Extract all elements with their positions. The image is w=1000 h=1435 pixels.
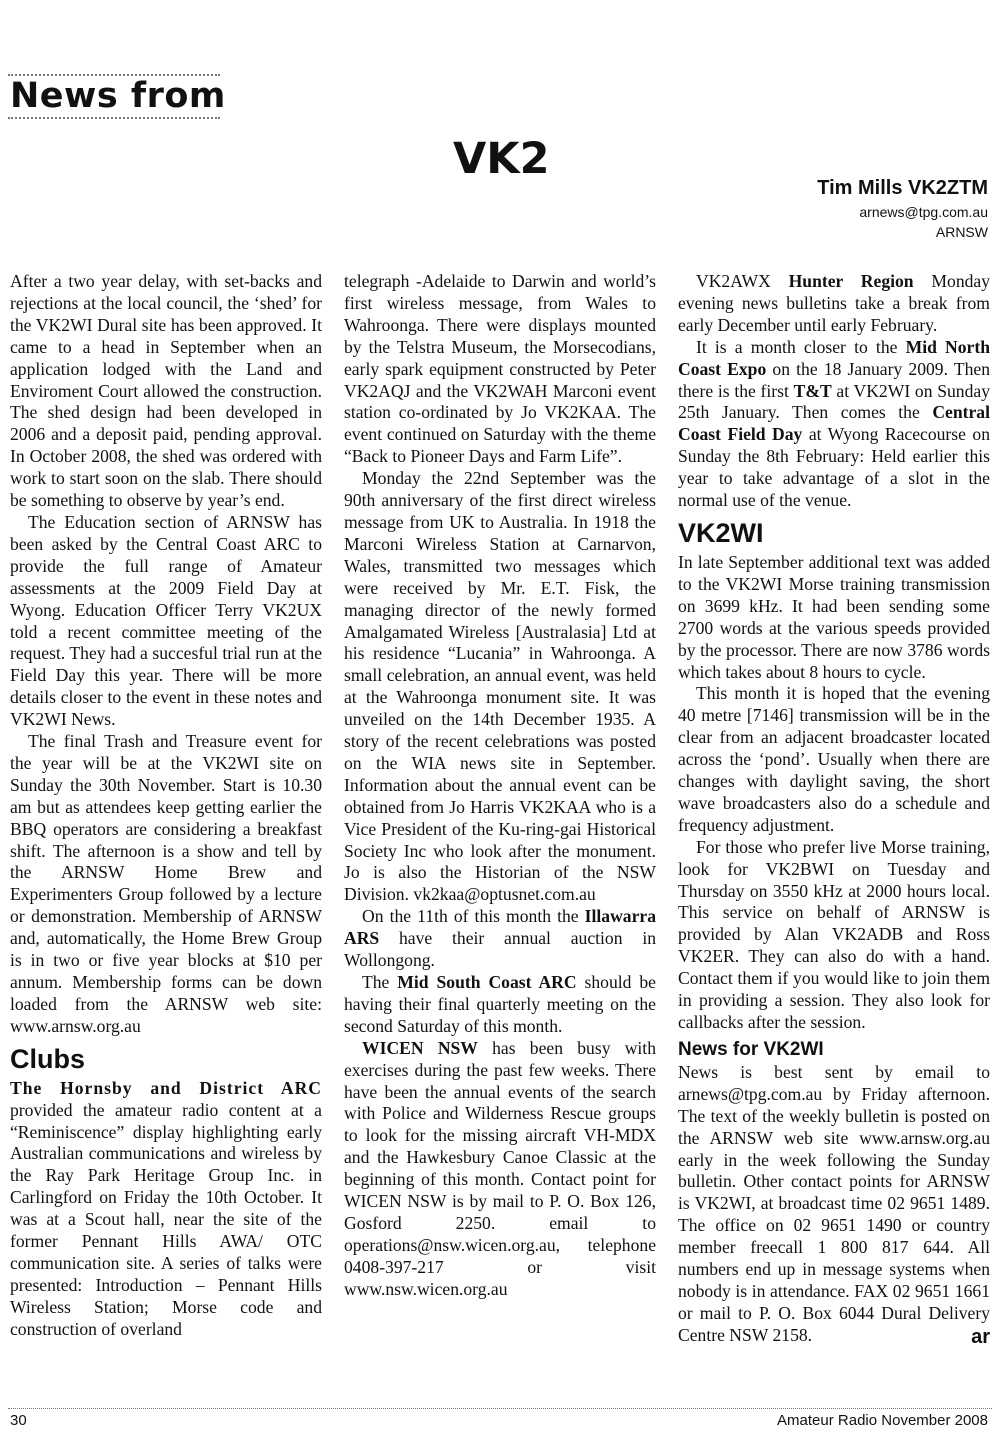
paragraph-text: at VK2WI on Sunday 25th January. Then comes the [678, 380, 990, 423]
paragraph-text: should be having their final quarterly meeting on the second Saturday of this month. [344, 972, 656, 1036]
author-email: arnews@tpg.com.au [859, 204, 988, 220]
masthead-rule-bottom [8, 117, 220, 119]
paragraph: The final Trash and Treasure event for the year will be at the VK2WI site on Sunday the 30th November. Start is 10.30 am but as attendees keep getting earlier the BBQ operators are considering a breakfast shift. The afternoon is a show and tell by the ARNSW Home Brew and Experimenters Group followed by a lecture or demonstration. Membership of ARNSW and, automatically, the Home Brew Group is in two or five year blocks at $10 per annum. Membership forms can be down loaded from the ARNSW web site: www.arnsw.org.au [10, 731, 322, 1036]
paragraph: The Education section of ARNSW has been asked by the Central Coast ARC to provide the full range of Amateur assessments at the 2009 Field Day at Wyong. Education Officer Terry VK2UX told a recent committee meeting of the request. They had a succesful trial run at the Field Day this year. There will be more details closer to the event in these notes and VK2WI News. [10, 511, 322, 730]
paragraph-text: on the 18 January 2009. Then there is the first [678, 358, 990, 401]
news-heading: News for VK2WI [678, 1038, 824, 1060]
paragraph-text: News is best sent by email to arnews@tpg.com.au by Friday afternoon. The text of the weekly bulletin is posted on the ARNSW web site www.arnsw.org.au early in the week following the Sunday bulletin. Other contact points for ARNSW is VK2WI, at broadcast time 02 9651 1489. The office on 02 9651 1490 or country member freecall 1 800 817 644. All numbers end up in message systems when nobody is in attendance. FAX 02 9651 1661 or mail to P. O. Box 6044 Dural Delivery Centre NSW 2158. [678, 1061, 990, 1345]
paragraph: telegraph -Adelaide to Darwin and world’s first wireless message, from Wales to Wahroonga. There were displays mounted by the Telstra Museum, the Morsecodians, early spark equipment constructed by Peter VK2AQJ and the VK2WAH Marconi event station co-ordinated by Jo VK2KAA. The event continued on Saturday with the theme “Back to Pioneer Days and Farm Life”. [344, 271, 656, 467]
paragraph-text: The [362, 972, 398, 992]
column-1 [10, 271, 322, 1341]
byline [817, 174, 988, 242]
paragraph: This month it is hoped that the evening 40 metre [7146] transmission will be in the clear from an adjacent broadcaster located across the ‘pond’. Usually when there are changes with daylight saving, the short wave broadcasters also do a schedule and frequency adjustment. [678, 683, 990, 835]
paragraph [344, 906, 656, 972]
club-name: Hunter Region [788, 271, 914, 291]
paragraph: For those who prefer live Morse training, look for VK2BWI on Tuesday and Thursday on 3550 kHz at 2000 hours local. This service on behalf of ARNSW is provided by Alan VK2ADB and Ross VK2ER. They can also do with a hand. Contact them if you would like to join them in providing a session. They also look for callbacks after the session. [678, 836, 990, 1032]
author-org: ARNSW [935, 224, 988, 240]
event-name: Central Coast Field Day [678, 402, 990, 445]
paragraph [10, 1078, 322, 1341]
club-name: Mid South Coast ARC [397, 972, 577, 992]
paragraph-text: at Wyong Racecourse on Sunday the 8th February: Held earlier this year to take advantage of a slot in the normal use of the venue. [678, 424, 991, 511]
column-3 [678, 271, 990, 1347]
paragraph-text: Monday evening news bulletins take a break from early December until early February. [678, 271, 991, 335]
publication-line: Amateur Radio November 2008 [777, 1412, 988, 1429]
paragraph [678, 337, 990, 512]
vk2wi-heading: VK2WI [678, 517, 764, 548]
paragraph-text: has been busy with exercises during the past few weeks. There have been the annual events of the search with Police and Wilderness Rescue groups to look for the missing aircraft VH-MDX and the Hawkesbury Canoe Classic at the beginning of this month. Contact point for WICEN NSW is by mail to P. O. Box 126, Gosford 2250. email to operations@nsw.wicen.org.au, telephone 0408-397-217 or visit www.nsw.wicen.org.au [344, 1037, 656, 1299]
event-name: Mid North Coast Expo [678, 336, 990, 379]
club-name: Illawarra ARS [344, 906, 656, 949]
paragraph-text: VK2AWX [696, 271, 789, 291]
region-title: VK2 [453, 134, 550, 184]
club-name: The Hornsby and District ARC [10, 1077, 322, 1098]
club-name: WICEN NSW [362, 1037, 478, 1058]
footer-rule [8, 1408, 992, 1409]
paragraph: Monday the 22nd September was the 90th anniversary of the first direct wireless message from UK to Australia. In 1918 the Marconi Wireless Station at Carnarvon, Wales, transmitted two messages which were received by Mr. E.T. Fisk, the managing director of the newly formed Amalgamated Wireless [Australasia] Ltd at his residence “Lucania” in Wahroonga. A small celebration, an annual event, was held at the Wahroonga monument site. It was unveiled on the 14th December 1935. A story of the recent celebrations was posted on the WIA news site in September. Information about the annual event can be obtained from Jo Harris VK2KAA who is a Vice President of the Ku-ring-gai Historical Society Inc who look after the monument. Jo is also the Historian of the NSW Division. vk2kaa@optusnet.com.au [344, 468, 656, 905]
paragraph-text: provided the amateur radio content at a “Reminiscence” display highlighting early Australian communications and wireless by the Ray Park Heritage Group Inc. in Carlingford on Friday the 10th October. It was at a Scout hall, near the site of the former Pennant Hills AWA/ OTC communication site. A series of talks were presented: Introduction – Pennant Hills Wireless Station; Morse code and construction of overland [10, 1099, 322, 1339]
paragraph [344, 972, 656, 1038]
event-name: T&T [793, 380, 832, 401]
paragraph-text: have their annual auction in Wollongong. [344, 928, 656, 971]
paragraph-text: On the 11th of this month the [362, 906, 585, 927]
paragraph [678, 271, 990, 337]
author-name: Tim Mills VK2ZTM [817, 177, 988, 199]
paragraph [344, 1038, 656, 1301]
paragraph-text: It is a month closer to the [696, 336, 906, 357]
paragraph: After a two year delay, with set-backs and rejections at the local council, the ‘shed’ for the VK2WI Dural site has been approved. It came to a head in September when an application lodged with the Land and Enviroment Court allowed the construction. The shed design had been developed in 2006 and a deposit paid, pending approval. In October 2008, the shed was ordered with work to start soon on the slab. There should be something to observe by year’s end. [10, 271, 322, 511]
column-2 [344, 271, 656, 1301]
page-number: 30 [10, 1412, 27, 1429]
paragraph: In late September additional text was added to the VK2WI Morse training transmission on 3699 kHz. It had been sending some 2700 words at the various speeds provided by the processor. There are now 3786 words which takes about 8 hours to cycle. [678, 551, 990, 682]
section-title: News from [10, 76, 226, 116]
clubs-heading: Clubs [10, 1043, 86, 1074]
paragraph [678, 1062, 990, 1347]
end-mark: ar [971, 1325, 990, 1348]
